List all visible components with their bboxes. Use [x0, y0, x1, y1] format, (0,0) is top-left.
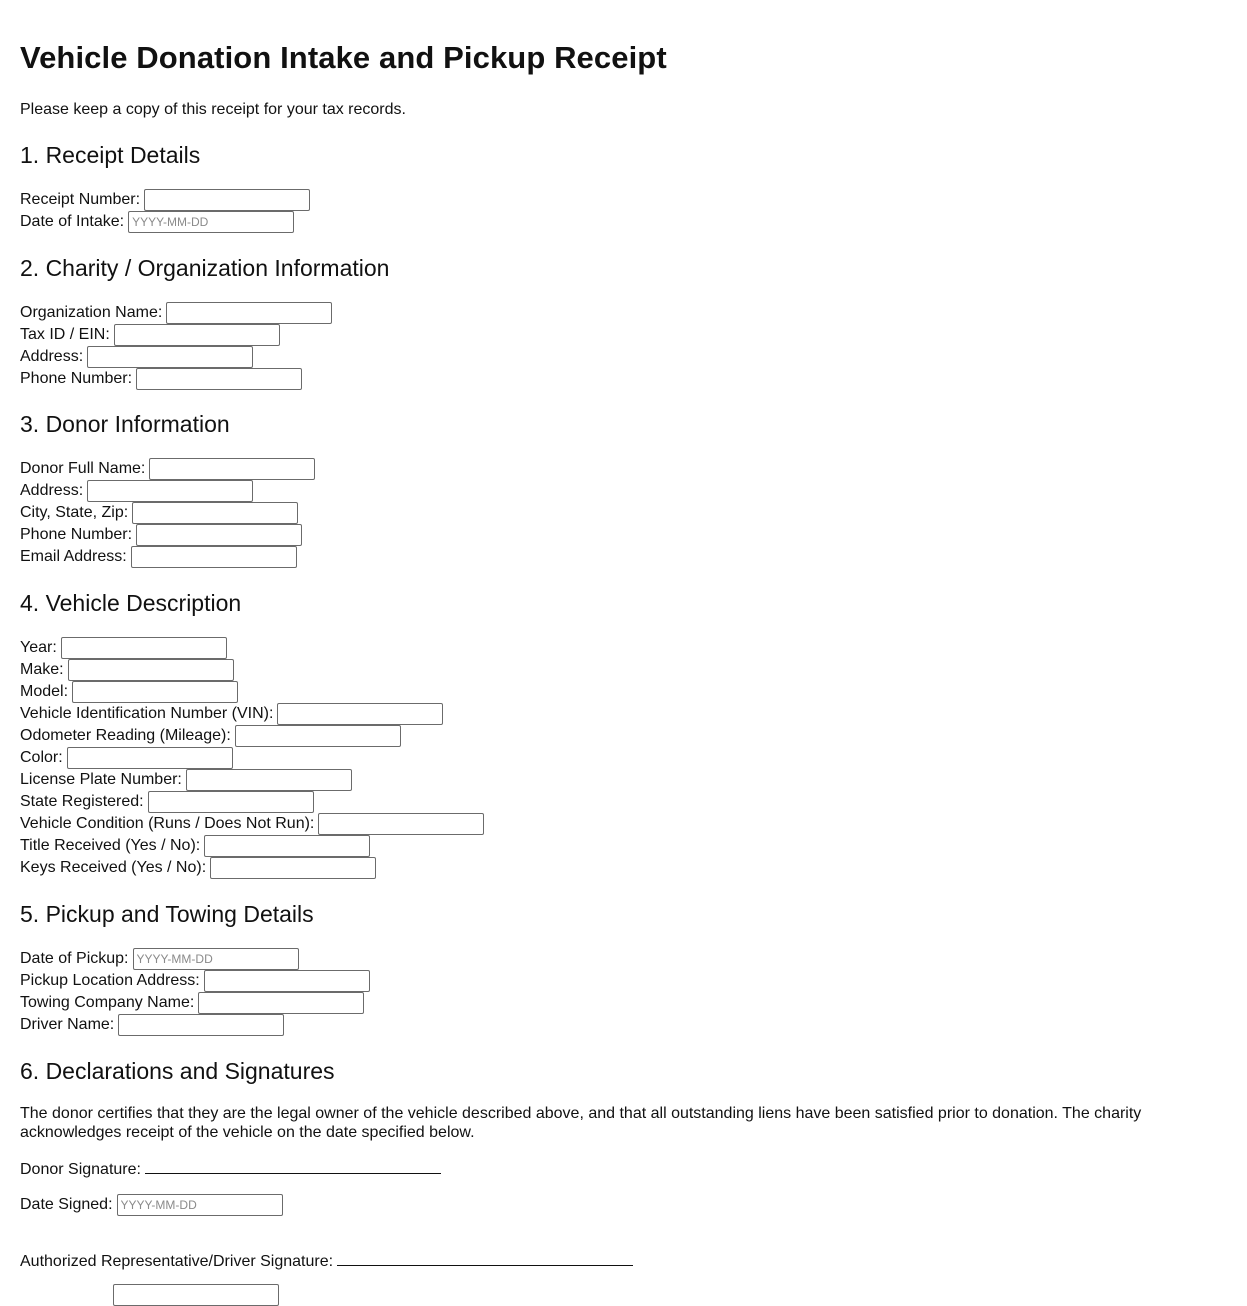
vehicle-odometer-row	[20, 725, 401, 747]
donor-signature-line[interactable]	[145, 1159, 441, 1174]
section-heading-donor: 3. Donor Information	[20, 411, 230, 437]
section-heading-declarations: 6. Declarations and Signatures	[20, 1058, 335, 1084]
donor-signature-row	[20, 1159, 441, 1179]
tax-id-input[interactable]	[114, 324, 280, 346]
charity-address-label: Address:	[20, 348, 84, 365]
vehicle-model-input[interactable]	[72, 681, 238, 703]
donor-phone-input[interactable]	[136, 524, 302, 546]
vehicle-make-input[interactable]	[68, 659, 234, 681]
date-of-intake-input[interactable]	[128, 211, 294, 233]
receipt-number-label: Receipt Number:	[20, 191, 141, 208]
vehicle-model-row	[20, 681, 238, 703]
section-heading-pickup: 5. Pickup and Towing Details	[20, 901, 314, 927]
vehicle-vin-row	[20, 703, 443, 725]
vehicle-color-row	[20, 747, 233, 769]
donor-full-name-label: Donor Full Name:	[20, 460, 146, 477]
date-signed-input[interactable]	[117, 1194, 283, 1216]
rep-signature-label: Authorized Representative/Driver Signature:	[20, 1253, 334, 1270]
vehicle-keys-received-input[interactable]	[210, 857, 376, 879]
towing-company-row	[20, 992, 364, 1014]
tax-id-row	[20, 324, 280, 346]
vehicle-state-registered-row	[20, 791, 314, 813]
donor-city-state-zip-row	[20, 502, 298, 524]
vehicle-condition-row	[20, 813, 484, 835]
date-of-pickup-row	[20, 948, 299, 970]
receipt-number-row	[20, 189, 310, 211]
vehicle-make-label: Make:	[20, 661, 64, 678]
driver-name-input[interactable]	[118, 1014, 284, 1036]
vehicle-year-input[interactable]	[61, 637, 227, 659]
tax-id-label: Tax ID / EIN:	[20, 326, 110, 343]
declaration-text: The donor certifies that they are the legal owner of the vehicle described above, and that all outstanding liens have been satisfied prior to donation. The charity acknowledges receipt of the vehicle on the date specified below.	[20, 1105, 1142, 1141]
rep-signature-row	[20, 1251, 633, 1271]
date-of-pickup-label: Date of Pickup:	[20, 950, 129, 967]
donor-signature-label: Donor Signature:	[20, 1161, 141, 1178]
vehicle-model-label: Model:	[20, 683, 69, 700]
donor-email-label: Email Address:	[20, 548, 127, 565]
donor-city-state-zip-label: City, State, Zip:	[20, 504, 129, 521]
donor-full-name-row	[20, 458, 315, 480]
organization-name-input[interactable]	[166, 302, 332, 324]
donor-phone-row	[20, 524, 302, 546]
vehicle-state-registered-label: State Registered:	[20, 793, 144, 810]
donor-address-label: Address:	[20, 482, 84, 499]
organization-name-row	[20, 302, 332, 324]
vehicle-state-registered-input[interactable]	[148, 791, 314, 813]
date-signed-label: Date Signed:	[20, 1196, 113, 1213]
receipt-number-input[interactable]	[144, 189, 310, 211]
vehicle-color-label: Color:	[20, 749, 63, 766]
vehicle-keys-received-row	[20, 857, 376, 879]
vehicle-year-row	[20, 637, 227, 659]
donor-email-input[interactable]	[131, 546, 297, 568]
vehicle-odometer-input[interactable]	[235, 725, 401, 747]
date-signed-row	[20, 1194, 283, 1216]
date-of-intake-label: Date of Intake:	[20, 213, 125, 230]
vehicle-license-plate-row	[20, 769, 352, 791]
donor-city-state-zip-input[interactable]	[132, 502, 298, 524]
vehicle-year-label: Year:	[20, 639, 57, 656]
charity-phone-input[interactable]	[136, 368, 302, 390]
donor-address-input[interactable]	[87, 480, 253, 502]
section-heading-charity: 2. Charity / Organization Information	[20, 255, 390, 281]
pickup-location-input[interactable]	[204, 970, 370, 992]
towing-company-label: Towing Company Name:	[20, 994, 195, 1011]
vehicle-license-plate-input[interactable]	[186, 769, 352, 791]
vehicle-title-received-input[interactable]	[204, 835, 370, 857]
section-heading-receipt: 1. Receipt Details	[20, 142, 201, 168]
vehicle-condition-label: Vehicle Condition (Runs / Does Not Run):	[20, 815, 315, 832]
vehicle-color-input[interactable]	[67, 747, 233, 769]
towing-company-input[interactable]	[198, 992, 364, 1014]
vehicle-vin-label: Vehicle Identification Number (VIN):	[20, 705, 274, 722]
vehicle-vin-input[interactable]	[277, 703, 443, 725]
charity-address-input[interactable]	[87, 346, 253, 368]
vehicle-title-received-row	[20, 835, 370, 857]
rep-date-input[interactable]	[113, 1284, 279, 1306]
vehicle-condition-input[interactable]	[318, 813, 484, 835]
date-of-intake-row	[20, 211, 294, 233]
donor-phone-label: Phone Number:	[20, 526, 133, 543]
date-of-pickup-input[interactable]	[133, 948, 299, 970]
rep-signature-line[interactable]	[337, 1251, 633, 1266]
section-heading-vehicle: 4. Vehicle Description	[20, 590, 242, 616]
vehicle-odometer-label: Odometer Reading (Mileage):	[20, 727, 231, 744]
intro-text: Please keep a copy of this receipt for your tax records.	[20, 101, 406, 118]
vehicle-make-row	[20, 659, 234, 681]
charity-phone-row	[20, 368, 302, 390]
page-title: Vehicle Donation Intake and Pickup Receipt	[20, 40, 667, 75]
pickup-location-row	[20, 970, 370, 992]
donor-email-row	[20, 546, 297, 568]
pickup-location-label: Pickup Location Address:	[20, 972, 200, 989]
organization-name-label: Organization Name:	[20, 304, 163, 321]
vehicle-title-received-label: Title Received (Yes / No):	[20, 837, 201, 854]
vehicle-license-plate-label: License Plate Number:	[20, 771, 182, 788]
charity-address-row	[20, 346, 253, 368]
donor-full-name-input[interactable]	[149, 458, 315, 480]
driver-name-label: Driver Name:	[20, 1016, 115, 1033]
vehicle-keys-received-label: Keys Received (Yes / No):	[20, 859, 207, 876]
driver-name-row	[20, 1014, 284, 1036]
donor-address-row	[20, 480, 253, 502]
charity-phone-label: Phone Number:	[20, 370, 133, 387]
